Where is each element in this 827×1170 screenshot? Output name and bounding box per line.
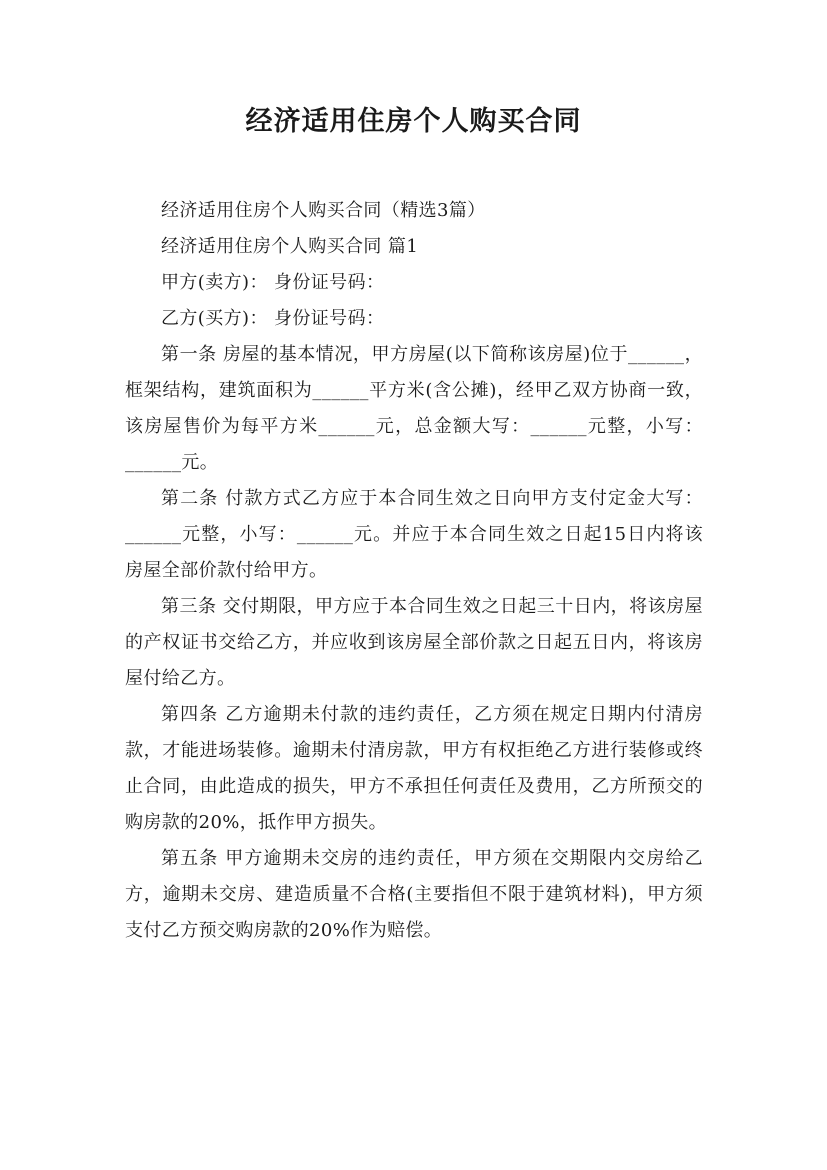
paragraph-party-a: 甲方(卖方)： 身份证号码： [161,272,385,293]
paragraph-article-5: 第五条 甲方逾期未交房的违约责任，甲方须在交期限内交房给乙方，逾期未交房、建造质量不合格(主要指但不限于建筑材料)，甲方须支付乙方预交购房款的20%作为赔偿。 [125,848,703,941]
paragraph-article-2: 第二条 付款方式乙方应于本合同生效之日向甲方支付定金大写：______元整，小写：______元。并应于本合同生效之日起15日内将该房屋全部价款付给甲方。 [125,488,703,581]
paragraph-heading-selection: 经济适用住房个人购买合同（精选3篇） [161,200,486,221]
paragraph-article-1: 第一条 房屋的基本情况，甲方房屋(以下简称该房屋)位于______，框架结构，建筑面积为______平方米(含公摊)，经甲乙双方协商一致，该房屋售价为每平方米______元，总金额大写：______元整，小写：______元。 [125,344,703,473]
paragraph-party-b: 乙方(买方)： 身份证号码： [161,308,385,329]
paragraph-article-4: 第四条 乙方逾期未付款的违约责任，乙方须在规定日期内付清房款，才能进场装修。逾期未付清房款，甲方有权拒绝乙方进行装修或终止合同，由此造成的损失，甲方不承担任何责任及费用，乙方所预交的购房款的20%，抵作甲方损失。 [125,704,703,833]
document-body [125,193,703,949]
paragraph-heading-part1: 经济适用住房个人购买合同 篇1 [161,236,419,257]
document-title: 经济适用住房个人购买合同 [245,106,582,137]
paragraph-article-3: 第三条 交付期限，甲方应于本合同生效之日起三十日内，将该房屋的产权证书交给乙方，并应收到该房屋全部价款之日起五日内，将该房屋付给乙方。 [125,596,703,689]
